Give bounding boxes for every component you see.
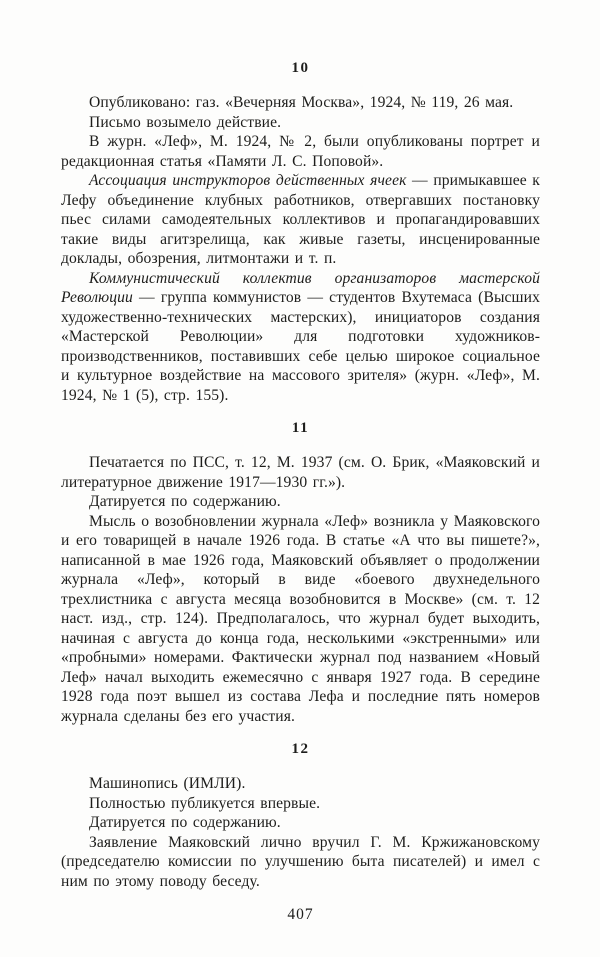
paragraph-text: В журн. «Леф», М. 1924, № 2, были опубликованы портрет и редакционная статья «Памяти Л. С. Поповой». — [61, 133, 540, 170]
paragraph — [61, 492, 540, 512]
paragraph-text: Машинопись (ИМЛИ). — [89, 775, 246, 792]
paragraph-text: Мысль о возобновлении журнала «Леф» возникла у Маяковского и его товарищей в начале 1926 года. В статье «А что вы пишете?», написанной в мае 1926 года, Маяковский объявляет о продолжении журнала «Леф», который в виде «боевого двухнедельного трехлистника с августа месяца возобновится в Москве» (см. т. 12 наст. изд., стр. 124). Предполагалось, что журнал будет выходить, начиная с августа до конца года, несколькими «экстренными» или «пробными» номерами. Фактически журнал под названием «Новый Леф» начал выходить ежемесячно с января 1927 года. В середине 1928 года поэт вышел из состава Лефа и последние пять номеров журнала сделаны без его участия. — [61, 512, 540, 725]
paragraph-text: — примыкавшее к Лефу объединение клубных работников, отвергавших постановку пьес силами самодеятельных коллективов и пропагандировавших такие виды агитзрелища, как живые газеты, инсценированные доклады, обозрения, литмонтажи и т. п. — [61, 172, 540, 267]
section-heading-11: 11 — [291, 420, 310, 436]
paragraph-text: Датируется по содержанию. — [89, 814, 281, 831]
paragraph-text: Датируется по содержанию. — [89, 493, 281, 510]
paragraph — [61, 453, 540, 492]
section-heading-12: 12 — [291, 741, 310, 757]
paragraph — [61, 833, 540, 892]
paragraph — [61, 93, 540, 113]
term-italic: Ассоциация инструкторов действенных ячеек — [89, 172, 407, 189]
paragraph-text: Печатается по ПСС, т. 12, М. 1937 (см. О. Брик, «Маяковский и литературное движение 1917—1930 гг.»). — [61, 454, 540, 491]
page-number: 407 — [287, 906, 314, 923]
paragraph-text: Письмо возымело действие. — [89, 113, 282, 131]
paragraph-text: Полностью публикуется впервые. — [89, 794, 321, 812]
term-italic: Коммунистический коллектив организаторов мастерской Революции — [61, 269, 540, 306]
paragraph — [61, 113, 540, 133]
paragraph — [61, 512, 540, 727]
text-block — [61, 0, 540, 924]
paragraph — [61, 774, 540, 794]
section-heading-10: 10 — [291, 60, 310, 76]
paragraph — [61, 171, 540, 269]
paragraph-text: Заявление Маяковский лично вручил Г. М. Кржижановскому (председателю комиссии по улучшению быта писателей) и имел с ним по этому поводу беседу. — [61, 833, 540, 890]
paragraph — [61, 794, 540, 814]
paragraph — [61, 813, 540, 833]
paragraph-text: Опубликовано: газ. «Вечерняя Москва», 1924, № 119, 26 мая. — [89, 94, 514, 111]
paragraph-text: — группа коммунистов — студентов Вхутемаса (Высших художественно-технических мастерских), инициаторов создания «Мастерской Революции» для подготовки художников-производственников, поставивших себе целью широкое социальное и культурное воздействие на массового зрителя» (журн. «Леф», М. 1924, № 1 (5), стр. 155). — [61, 289, 540, 404]
paragraph — [61, 132, 540, 171]
paragraph — [61, 269, 540, 406]
